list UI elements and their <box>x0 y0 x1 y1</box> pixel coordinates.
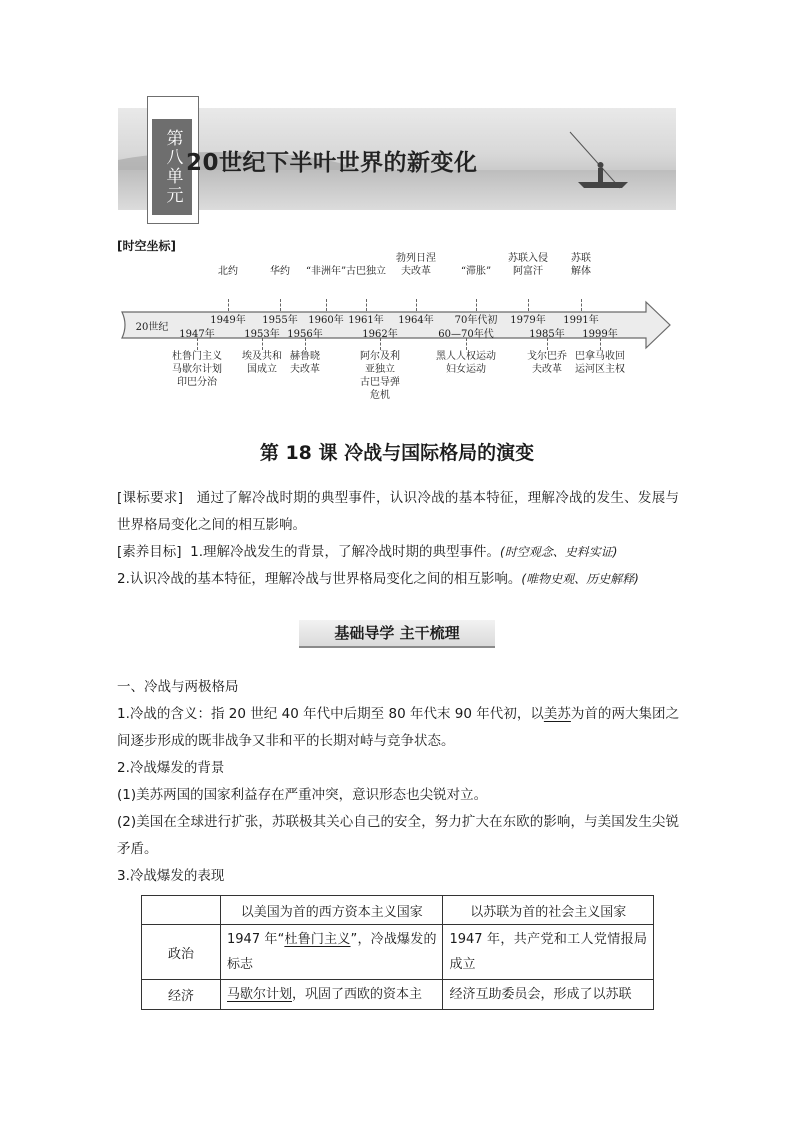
timeline-event-above: 勃列日涅 夫改革 <box>396 253 436 277</box>
timeline-event-above: 苏联入侵 阿富汗 <box>508 253 548 277</box>
standard-paragraph <box>117 485 679 539</box>
timeline-tick <box>262 338 263 350</box>
definition-underlined: 美苏 <box>543 706 571 722</box>
timeline-event-below: 埃及共和 国成立 <box>242 351 282 375</box>
timeline-year-above: 1964年 <box>398 315 434 326</box>
table-header-row <box>142 896 654 925</box>
cell-text: 1947 年“ <box>227 932 285 947</box>
boat-icon <box>568 130 638 200</box>
timeline-label: [时空坐标] <box>117 239 176 253</box>
definition-paragraph <box>117 701 679 755</box>
table-row <box>142 925 654 980</box>
timeline-tick <box>380 338 381 350</box>
goal-paragraph-2 <box>117 566 679 593</box>
manifestation-heading: 3.冷战爆发的表现 <box>117 868 225 884</box>
goal-2-hint: (唯物史观、历史解释) <box>521 572 639 586</box>
timeline-year-above: 70年代初 <box>454 315 498 326</box>
section-heading: 一、冷战与两极格局 <box>117 679 239 695</box>
timeline-tick <box>197 338 198 350</box>
timeline-year-above: 1961年 <box>348 315 384 326</box>
definition-a: 1.冷战的含义：指 20 世纪 40 年代中后期至 80 年代末 90 年代初，以 <box>117 706 544 722</box>
standard-tag: [课标要求] <box>117 490 183 506</box>
timeline-year-below: 1985年 <box>529 329 565 340</box>
row-label-politics: 政治 <box>142 925 221 980</box>
timeline-tick <box>366 299 367 311</box>
table-header-blank <box>142 896 221 925</box>
cell-text: ”，冷战爆发的标志 <box>227 932 437 972</box>
table-row <box>142 980 654 1010</box>
cell-east-economy: 经济互助委员会，形成了以苏联 <box>443 980 654 1010</box>
cell-west-economy <box>221 980 443 1010</box>
timeline-year-above: 1991年 <box>563 315 599 326</box>
unit-tab-label: 第八单元 <box>152 119 192 215</box>
timeline-tick <box>466 338 467 350</box>
table-header-west: 以美国为首的西方资本主义国家 <box>221 896 443 925</box>
lesson-title: 第 18 课 冷战与国际格局的演变 <box>259 442 535 464</box>
timeline-year-above: 1960年 <box>308 315 344 326</box>
definition-b: 为首的两大集团之间逐步形成的既非战争又非和平的长期对峙与竞争状态。 <box>117 706 680 749</box>
background-point-1: (1)美苏两国的国家利益存在严重冲突，意识形态也尖锐对立。 <box>117 787 488 803</box>
goal-tag: [素养目标] <box>117 544 182 560</box>
cell-west-politics <box>221 925 443 980</box>
timeline-event-below: 赫鲁晓 夫改革 <box>290 351 320 375</box>
timeline-event-above: 北约 <box>218 266 238 277</box>
cell-east-politics: 1947 年，共产党和工人党情报局成立 <box>443 925 654 980</box>
row-label-economy: 经济 <box>142 980 221 1010</box>
background-point-2: (2)美国在全球进行扩张，苏联极其关心自己的安全，努力扩大在东欧的影响，与美国发生尖锐矛盾。 <box>117 814 679 857</box>
background-heading: 2.冷战爆发的背景 <box>117 760 225 776</box>
timeline-event-below: 戈尔巴乔 夫改革 <box>527 351 567 375</box>
timeline-tick <box>280 299 281 311</box>
timeline-tick <box>326 299 327 311</box>
timeline-event-below: 黑人人权运动 妇女运动 <box>436 351 496 375</box>
timeline-year-below: 1999年 <box>582 329 618 340</box>
goal-paragraph-1 <box>117 539 679 566</box>
cold-war-table <box>141 895 654 1010</box>
timeline-tick <box>547 338 548 350</box>
timeline-event-above: 苏联 解体 <box>571 253 591 277</box>
timeline-event-above: “非洲年” <box>305 266 347 277</box>
timeline-start-label: 20世纪 <box>135 322 169 333</box>
timeline-event-below: 阿尔及利 亚独立 古巴导弹 危机 <box>360 351 400 401</box>
unit-title: 20世纪下半叶世界的新变化 <box>186 150 478 176</box>
cell-underlined: 马歇尔计划 <box>227 987 293 1002</box>
goal-2: 2.认识冷战的基本特征，理解冷战与世界格局变化之间的相互影响。 <box>117 571 522 587</box>
timeline-year-below: 60—70年代 <box>438 329 494 340</box>
timeline-tick <box>600 338 601 350</box>
timeline-event-above: “滞胀” <box>460 266 492 277</box>
timeline-year-above: 1979年 <box>510 315 546 326</box>
timeline-tick <box>228 299 229 311</box>
cell-text: ，巩固了西欧的资本主 <box>292 987 423 1002</box>
goal-1-hint: (时空观念、史料实证) <box>500 545 618 559</box>
timeline-tick <box>528 299 529 311</box>
timeline-tick <box>476 299 477 311</box>
timeline-event-below: 巴拿马收回 运河区主权 <box>575 351 625 375</box>
timeline-year-above: 1949年 <box>210 315 246 326</box>
timeline-year-below: 1953年 <box>244 329 280 340</box>
timeline-tick <box>581 299 582 311</box>
standard-text: 通过了解冷战时期的典型事件，认识冷战的基本特征，理解冷战的发生、发展与世界格局变化之间的相互影响。 <box>117 490 680 533</box>
table-header-east: 以苏联为首的社会主义国家 <box>443 896 654 925</box>
timeline-tick <box>416 299 417 311</box>
timeline-year-above: 1955年 <box>262 315 298 326</box>
section-banner: 基础导学 主干梳理 <box>299 620 495 648</box>
cell-underlined: 杜鲁门主义 <box>284 932 351 947</box>
timeline-event-above: 古巴独立 <box>346 266 386 277</box>
timeline-event-below: 杜鲁门主义 马歇尔计划 印巴分治 <box>172 351 222 388</box>
timeline-year-below: 1962年 <box>362 329 398 340</box>
timeline-event-above: 华约 <box>270 266 290 277</box>
goal-1: 1.理解冷战发生的背景，了解冷战时期的典型事件。 <box>190 544 501 560</box>
timeline-year-below: 1947年 <box>179 329 215 340</box>
timeline-year-below: 1956年 <box>287 329 323 340</box>
timeline-tick <box>305 338 306 350</box>
